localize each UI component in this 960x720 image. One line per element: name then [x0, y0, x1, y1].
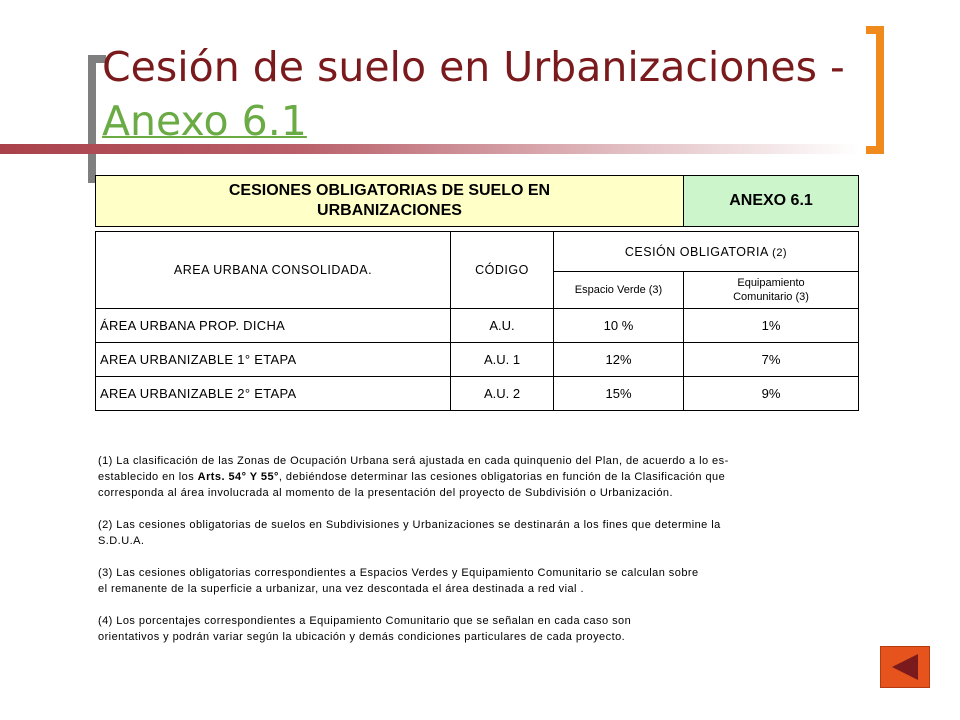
table-row — [96, 343, 859, 377]
row-codigo: A.U. 1 — [451, 343, 554, 377]
col-header-cesion-text: CESIÓN OBLIGATORIA — [624, 244, 769, 259]
footnote-1-line3: corresponda al área involucrada al momento de la presentación del proyecto de Subdivisión o Urbanización. — [98, 487, 673, 499]
row-codigo: A.U. — [451, 309, 554, 343]
table-title-cell — [96, 176, 684, 227]
footnote-3-line2: el remanente de la superficie a urbanizar, una vez descontada el área destinada a red vial . — [98, 583, 584, 595]
row-area: AREA URBANIZABLE 1° ETAPA — [96, 343, 451, 377]
row-espacio-verde: 10 % — [554, 309, 684, 343]
footnote-1-text-cont: , debiéndose determinar las cesiones obligatorias en función de la Clasificación que — [278, 471, 726, 483]
table-row — [96, 377, 859, 411]
footnote-1 — [98, 453, 858, 501]
footnote-4-line1: (4) Los porcentajes correspondientes a Equipamiento Comunitario que se señalan en cada caso son — [98, 615, 632, 627]
footnote-2-line1: (2) Las cesiones obligatorias de suelos en Subdivisiones y Urbanizaciones se destinarán a los fines que determine la — [98, 519, 721, 531]
footnote-2 — [98, 517, 858, 549]
footnote-3-line1: (3) Las cesiones obligatorias correspondientes a Espacios Verdes y Equipamiento Comunitario se calculan sobre — [98, 567, 699, 579]
table-row — [96, 309, 859, 343]
back-nav-button[interactable] — [880, 646, 930, 688]
row-espacio-verde: 15% — [554, 377, 684, 411]
table-title-row — [96, 176, 859, 227]
sub-header-espacio: Espacio Verde (3) — [554, 272, 684, 309]
row-equipamiento: 9% — [684, 377, 859, 411]
table-title-line2: URBANIZACIONES — [317, 202, 462, 219]
sub-header-equip-line2: Comunitario (3) — [733, 291, 809, 303]
footnote-1-line1: (1) La clasificación de las Zonas de Ocupación Urbana será ajustada en cada quinquenio del Plan, de acuerdo a lo es- — [98, 455, 729, 467]
row-equipamiento: 1% — [684, 309, 859, 343]
footnote-3 — [98, 565, 858, 597]
footnote-4 — [98, 613, 858, 645]
sub-header-equipamiento — [684, 272, 859, 309]
row-codigo: A.U. 2 — [451, 377, 554, 411]
footnote-4-line2: orientativos y podrán variar según la ubicación y demás condiciones particulares de cada proyecto. — [98, 631, 626, 643]
footnote-2-line2: S.D.U.A. — [98, 535, 145, 547]
column-header-row — [96, 232, 859, 272]
col-header-area: AREA URBANA CONSOLIDADA. — [96, 232, 451, 309]
footnote-1-articles: Arts. 54° Y 55° — [197, 471, 279, 483]
cesiones-table — [95, 175, 859, 411]
col-header-cesion-note: (2) — [772, 246, 788, 259]
col-header-codigo: CÓDIGO — [451, 232, 554, 309]
anexo-link[interactable]: Anexo 6.1 — [102, 97, 307, 145]
footnote-1-text: establecido en los — [98, 471, 198, 483]
annex-label-cell: ANEXO 6.1 — [684, 176, 859, 227]
row-espacio-verde: 12% — [554, 343, 684, 377]
slide-title — [102, 40, 892, 148]
footnotes — [98, 453, 858, 661]
slide-title-text: Cesión de suelo en Urbanizaciones - — [102, 43, 845, 91]
row-equipamiento: 7% — [684, 343, 859, 377]
table-title-line1: CESIONES OBLIGATORIAS DE SUELO EN — [228, 182, 551, 199]
footnote-1-line2 — [98, 469, 858, 485]
col-header-cesion — [554, 232, 859, 272]
sub-header-equip-line1: Equipamiento — [737, 277, 805, 289]
triangle-left-icon — [888, 652, 922, 682]
row-area: ÁREA URBANA PROP. DICHA — [96, 309, 451, 343]
row-area: AREA URBANIZABLE 2° ETAPA — [96, 377, 451, 411]
